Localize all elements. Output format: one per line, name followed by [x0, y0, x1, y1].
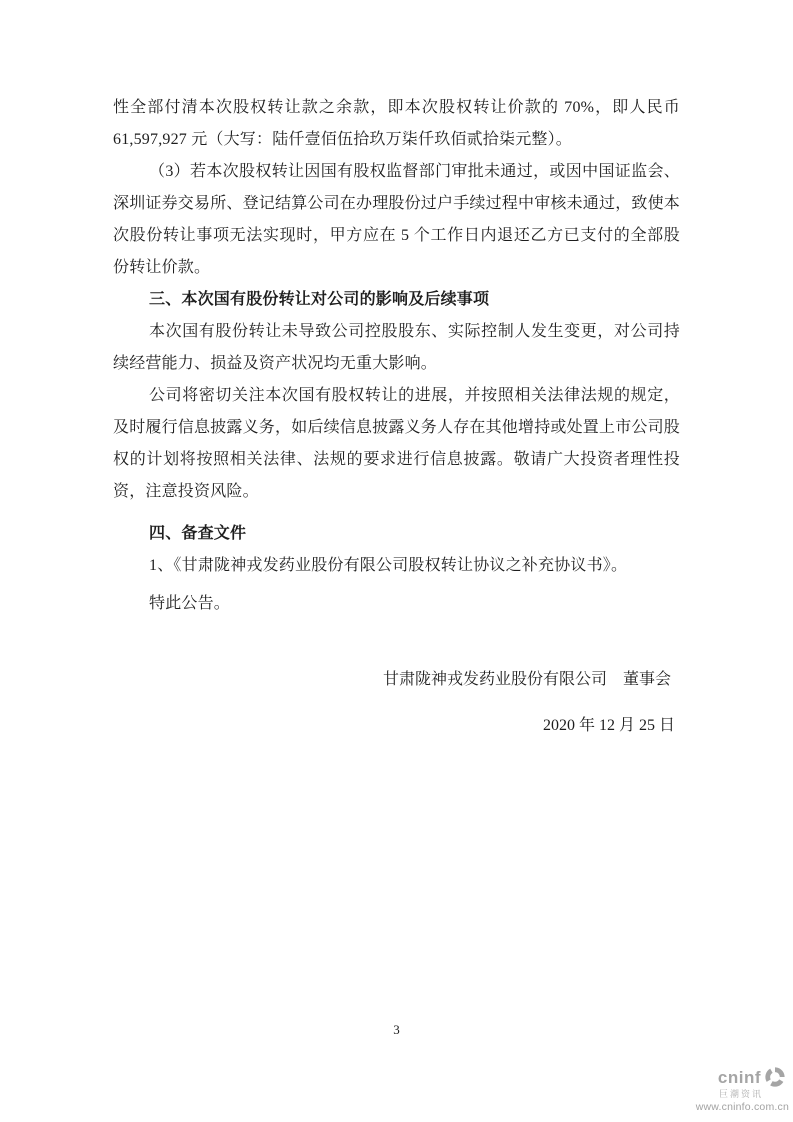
section-heading-4: 四、备查文件 — [149, 525, 247, 542]
cninfo-watermark — [669, 1066, 789, 1113]
paragraph-disclosure: 公司将密切关注本次国有股权转让的进展，并按照相关法律法规的规定，及时履行信息披露义务，如后续信息披露义务人存在其他增持或处置上市公司股权的计划将按照相关法律、法规的要求进行信息披露。敬请广大投资者理性投资，注意投资风险。 — [113, 387, 681, 500]
paragraph-reference-document: 1、《甘肃陇神戎发药业股份有限公司股权转让协议之补充协议书》。 — [149, 557, 628, 574]
cninfo-logo-row — [669, 1066, 789, 1088]
cninfo-url: www.cninfo.com.cn — [695, 1101, 789, 1113]
signature-company-board: 甘肃陇神戎发药业股份有限公司 董事会 — [383, 671, 672, 688]
paragraph-balance-payment: 性全部付清本次股权转让款之余款，即本次股权转让价款的 70%，即人民币 61,597,927 元（大写：陆仟壹佰伍拾玖万柒仟玖佰贰拾柒元整）。 — [113, 99, 680, 148]
document-body — [113, 92, 680, 620]
cninfo-chinese-name: 巨潮资讯 — [718, 1089, 763, 1099]
paragraph-hereby-announced: 特此公告。 — [149, 595, 231, 612]
paragraph-impact: 本次国有股份转让未导致公司控股股东、实际控制人发生变更，对公司持续经营能力、损益及资产状况均无重大影响。 — [113, 323, 680, 372]
page-number: 3 — [393, 1022, 400, 1037]
paragraph-clause-3: （3）若本次股权转让因国有股权监督部门审批未通过，或因中国证监会、深圳证券交易所、登记结算公司在办理股份过户手续过程中审核未通过，致使本次股份转让事项无法实现时，甲方应在 5 个工作日内退还乙方已支付的全部股份转让价款。 — [113, 163, 681, 276]
signature-date: 2020 年 12 月 25 日 — [543, 717, 676, 734]
cninfo-swirl-icon — [763, 1066, 787, 1088]
cninfo-brand-text: cninf — [717, 1067, 761, 1087]
section-heading-3: 三、本次国有股份转让对公司的影响及后续事项 — [149, 291, 490, 308]
